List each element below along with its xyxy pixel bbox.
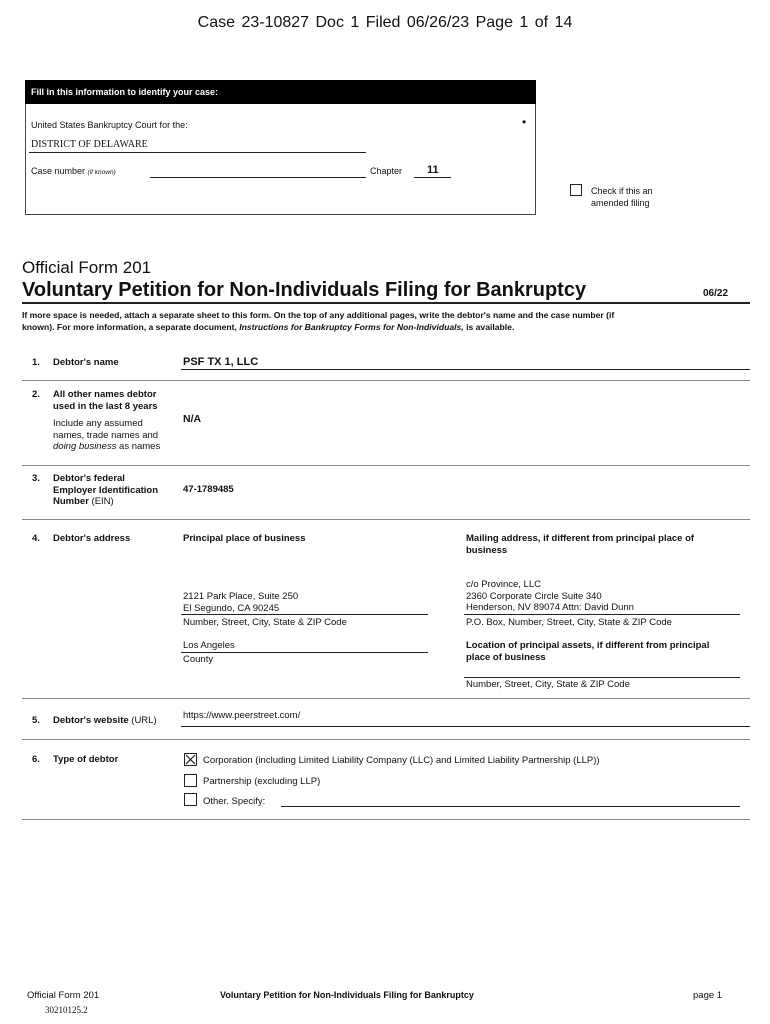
case-number-label-text: Case number	[31, 166, 86, 176]
location-heading-line1: Location of principal assets, if different from principal	[466, 640, 710, 651]
chapter-underline	[414, 177, 451, 178]
principal-address-underline	[181, 614, 428, 615]
corporation-checkbox[interactable]	[184, 753, 197, 766]
q2-sub-line2: names, trade names and	[53, 429, 159, 441]
mailing-address-line2: 2360 Corporate Circle Suite 340	[466, 590, 602, 602]
q3-label-line3	[53, 496, 158, 508]
id-box-title: Fill in this information to identify your case:	[25, 80, 536, 104]
chapter-label: Chapter	[370, 166, 403, 176]
section-divider-2	[22, 465, 750, 466]
section-divider-6	[22, 819, 750, 820]
q5-number: 5.	[32, 715, 40, 726]
section-divider-5	[22, 739, 750, 740]
q2-label	[53, 389, 158, 412]
q2-sub-line1: Include any assumed	[53, 418, 143, 429]
q4-label: Debtor's address	[53, 533, 131, 544]
section-divider-3	[22, 519, 750, 520]
q3-label-line2: Employer Identification	[53, 484, 159, 496]
mailing-heading-line1: Mailing address, if different from principal place of	[466, 533, 695, 544]
county-underline	[181, 652, 428, 653]
district-field[interactable]: DISTRICT OF DELAWARE	[31, 139, 148, 150]
case-number-label	[31, 166, 116, 176]
q2-number: 2.	[32, 389, 40, 400]
q2-sub-as-names: as names	[116, 441, 161, 452]
partnership-option-label: Partnership (excluding LLP)	[203, 776, 321, 787]
mailing-address-heading	[466, 533, 694, 556]
q3-number: 3.	[32, 473, 40, 484]
section-divider-1	[22, 380, 750, 381]
section-divider-4	[22, 698, 750, 699]
location-assets-caption: Number, Street, City, State & ZIP Code	[466, 679, 630, 690]
intro-line2-a: known). For more information, a separate document,	[22, 322, 240, 332]
mailing-address-line3: Henderson, NV 89074 Attn: David Dunn	[466, 602, 634, 613]
principal-address-line2: El Segundo, CA 90245	[183, 602, 280, 614]
principal-place-heading: Principal place of business	[183, 533, 306, 544]
q2-instructions	[53, 418, 160, 453]
form-intro	[22, 309, 752, 333]
location-heading-line2: place of business	[466, 651, 546, 663]
q2-label-line1: All other names debtor	[53, 389, 157, 400]
intro-line2-c: is available.	[463, 322, 515, 332]
form-date-code: 06/22	[703, 288, 729, 299]
ein-value[interactable]: 47-1789485	[183, 484, 234, 495]
q5-label-url: (URL)	[128, 715, 157, 726]
official-form-number: Official Form 201	[22, 258, 152, 277]
form-title: Voluntary Petition for Non-Individuals Filing for Bankruptcy	[22, 279, 587, 301]
checked-x-icon	[185, 754, 196, 765]
q2-sub-dba: doing business	[53, 441, 117, 452]
principal-address-caption: Number, Street, City, State & ZIP Code	[183, 617, 347, 628]
mailing-heading-line2: business	[466, 544, 508, 556]
debtor-name-underline	[181, 369, 750, 370]
mailing-address-underline	[464, 614, 740, 615]
other-specify-field[interactable]	[281, 806, 740, 807]
q5-label-text: Debtor's website	[53, 715, 129, 726]
chapter-value[interactable]: 11	[427, 164, 439, 176]
footer-form-name: Official Form 201	[27, 990, 100, 1001]
website-value[interactable]: https://www.peerstreet.com/	[183, 710, 301, 721]
amended-filing-checkbox[interactable]	[570, 184, 582, 196]
if-known-note: (if known)	[87, 169, 116, 176]
intro-line2	[22, 321, 752, 333]
amended-label-line1: Check if this an	[591, 186, 653, 196]
county-caption: County	[183, 654, 214, 665]
amended-label-line2: amended filing	[591, 198, 650, 208]
q1-number: 1.	[32, 357, 40, 368]
q6-label: Type of debtor	[53, 754, 119, 765]
corporation-option-label: Corporation (including Limited Liability Company (LLC) and Limited Liability Partnership (LLP))	[203, 755, 600, 766]
footer-page-number: page 1	[693, 990, 723, 1001]
case-number-field[interactable]	[150, 177, 366, 178]
mailing-address-value[interactable]	[466, 579, 634, 614]
q3-label-number: Number	[53, 496, 89, 507]
district-underline	[29, 152, 366, 153]
court-label: United States Bankruptcy Court for the:	[31, 120, 188, 130]
q2-label-line2: used in the last 8 years	[53, 400, 158, 412]
other-checkbox[interactable]	[184, 793, 197, 806]
title-rule	[22, 302, 750, 304]
q3-label-line1: Debtor's federal	[53, 473, 125, 484]
footer-doc-code: 30210125.2	[45, 1005, 88, 1015]
mailing-address-caption: P.O. Box, Number, Street, City, State & ZIP Code	[466, 617, 672, 628]
intro-line2-instructions: Instructions for Bankruptcy Forms for Non-Individuals,	[239, 322, 464, 332]
county-value[interactable]: Los Angeles	[183, 640, 235, 651]
bullet-marker: •	[522, 115, 527, 129]
q4-number: 4.	[32, 533, 40, 544]
location-assets-underline[interactable]	[464, 677, 740, 678]
debtor-name-value[interactable]: PSF TX 1, LLC	[183, 356, 259, 368]
mailing-address-line1: c/o Province, LLC	[466, 579, 541, 590]
q6-number: 6.	[32, 754, 40, 765]
q3-label-ein: (EIN)	[88, 496, 114, 507]
other-names-value[interactable]: N/A	[183, 413, 202, 425]
amended-filing-label	[591, 185, 653, 209]
location-assets-heading	[466, 640, 709, 663]
q2-sub-line3	[53, 441, 160, 453]
intro-line1: If more space is needed, attach a separate sheet to this form. On the top of any additional pages, write the debtor's name and the case number (if	[22, 310, 615, 320]
partnership-checkbox[interactable]	[184, 774, 197, 787]
q3-label	[53, 473, 158, 508]
q5-label	[53, 715, 157, 727]
other-option-label: Other. Specify:	[203, 796, 266, 807]
principal-address-value[interactable]	[183, 591, 298, 614]
q1-label: Debtor's name	[53, 357, 119, 368]
website-underline	[181, 726, 750, 727]
footer-title: Voluntary Petition for Non-Individuals Filing for Bankruptcy	[220, 990, 474, 1000]
case-header: Case 23-10827 Doc 1 Filed 06/26/23 Page 1 of 14	[197, 14, 573, 31]
principal-address-line1: 2121 Park Place, Suite 250	[183, 591, 299, 602]
